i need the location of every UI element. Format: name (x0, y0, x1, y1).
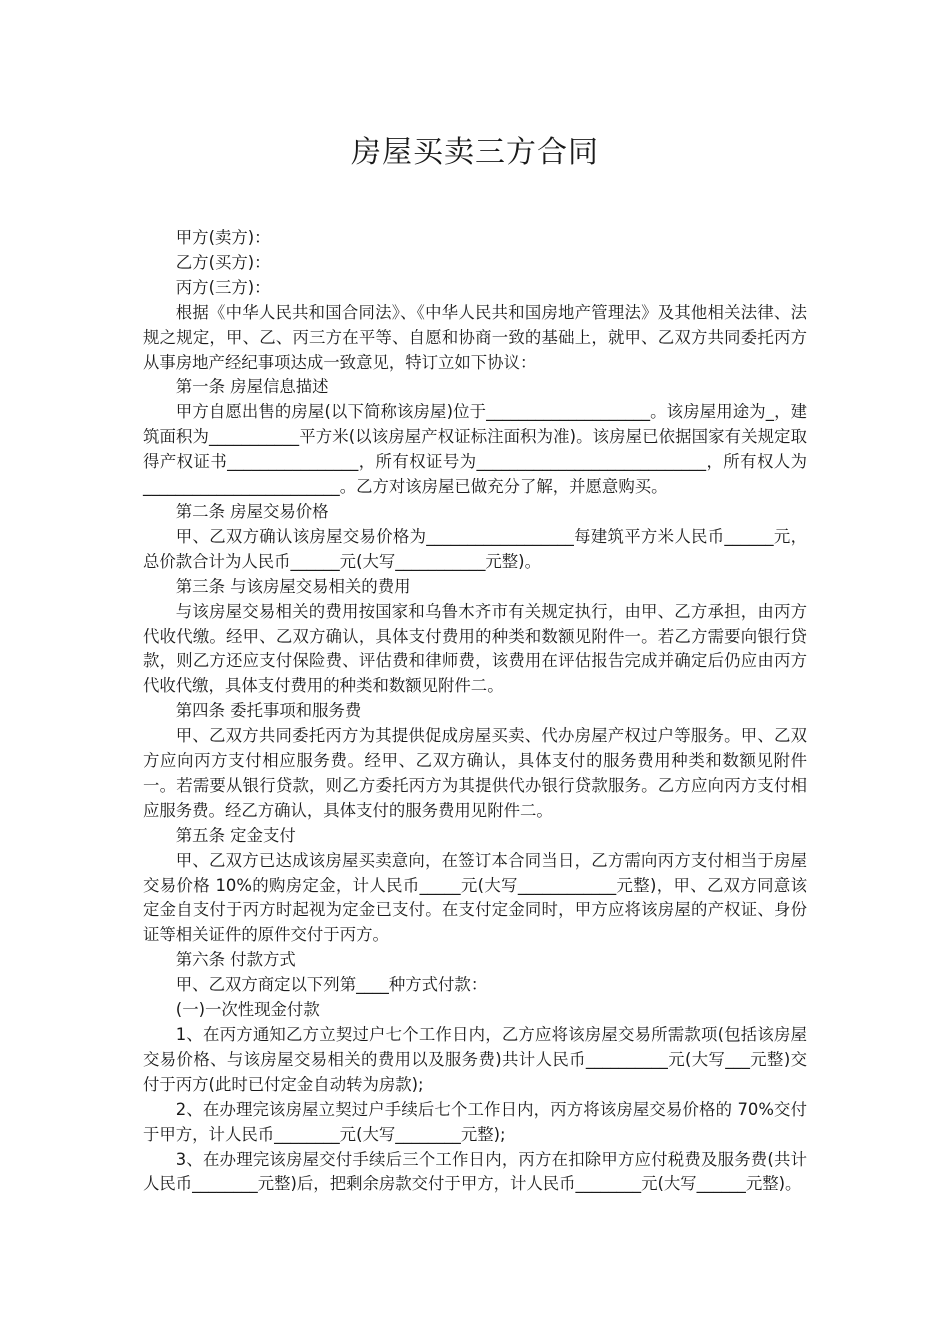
payment-clause-1: 1、在丙方通知乙方立契过户七个工作日内，乙方应将该房屋交易所需款项(包括该房屋交易价格、与该房屋交易相关的费用以及服务费)共计人民币__________元(大写___元整)交付于丙方(此时已付定金自动转为房款); (143, 1025, 807, 1094)
payment-option-1-heading: (一)一次性现金付款 (175, 1000, 320, 1020)
article-3-heading: 第三条 与该房屋交易相关的费用 (175, 576, 411, 596)
article-6-heading: 第六条 付款方式 (175, 950, 296, 970)
document-title: 房屋买卖三方合同 (351, 135, 599, 170)
article-5-paragraph: 甲、乙双方已达成该房屋买卖意向，在签订本合同当日，乙方需向丙方支付相当于房屋交易价格 10%的购房定金，计人民币_____元(大写____________元整)，甲、乙双方同意该定金自支付于丙方时起视为定金已支付。在支付定金同时，甲方应将该房屋的产权证、身份证等相关证件的原件交付于丙方。 (143, 850, 807, 945)
article-4-heading: 第四条 委托事项和服务费 (175, 701, 362, 721)
contract-body (143, 226, 807, 1197)
payment-clause-2: 2、在办理完该房屋立契过户手续后七个工作日内，丙方将该房屋交易价格的 70%交付于甲方，计人民币________元(大写________元整); (143, 1099, 807, 1144)
party-c-line: 丙方(三方)： (175, 277, 271, 297)
payment-clause-3: 3、在办理完该房屋交付手续后三个工作日内，丙方在扣除甲方应付税费及服务费(共计人民币________元整)后，把剩余房款交付于甲方，计人民币________元(大写______元整)。 (143, 1149, 807, 1194)
article-2-paragraph: 甲、乙双方确认该房屋交易价格为__________________每建筑平方米人民币______元，总价款合计为人民币______元(大写___________元整)。 (143, 526, 807, 571)
preamble-paragraph: 根据《中华人民共和国合同法》、《中华人民共和国房地产管理法》及其他相关法律、法规之规定，甲、乙、丙三方在平等、自愿和协商一致的基础上，就甲、乙双方共同委托丙方从事房地产经纪事项达成一致意见，特订立如下协议： (143, 302, 807, 372)
article-3-paragraph: 与该房屋交易相关的费用按国家和乌鲁木齐市有关规定执行，由甲、乙方承担，由丙方代收代缴。经甲、乙双方确认，具体支付费用的种类和数额见附件一。若乙方需要向银行贷款，则乙方还应支付保险费、评估费和律师费，该费用在评估报告完成并确定后仍应由丙方代收代缴，具体支付费用的种类和数额见附件二。 (143, 601, 807, 696)
article-2-heading: 第二条 房屋交易价格 (175, 501, 329, 521)
article-4-paragraph: 甲、乙双方共同委托丙方为其提供促成房屋买卖、代办房屋产权过户等服务。甲、乙双方应向丙方支付相应服务费。经甲、乙双方确认，具体支付的服务费用种类和数额见附件一。若需要从银行贷款，则乙方委托丙方为其提供代办银行贷款服务。乙方应向丙方支付相应服务费。经乙方确认，具体支付的服务费用见附件二。 (143, 726, 807, 820)
payment-method-choice: 甲、乙双方商定以下列第____种方式付款： (175, 975, 488, 995)
party-b-line: 乙方(买方)： (175, 252, 271, 272)
party-a-line: 甲方(卖方)： (175, 228, 271, 247)
article-5-heading: 第五条 定金支付 (175, 825, 296, 845)
article-1-heading: 第一条 房屋信息描述 (175, 377, 329, 397)
article-1-paragraph: 甲方自愿出售的房屋(以下简称该房屋)位于____________________。该房屋用途为_，建筑面积为___________平方米(以该房屋产权证标注面积为准)。该房屋已依据国家有关规定取得产权证书________________，所有权证号为____________________________，所有权人为________________________。乙方对该房屋已做充分了解，并愿意购买。 (143, 402, 807, 497)
